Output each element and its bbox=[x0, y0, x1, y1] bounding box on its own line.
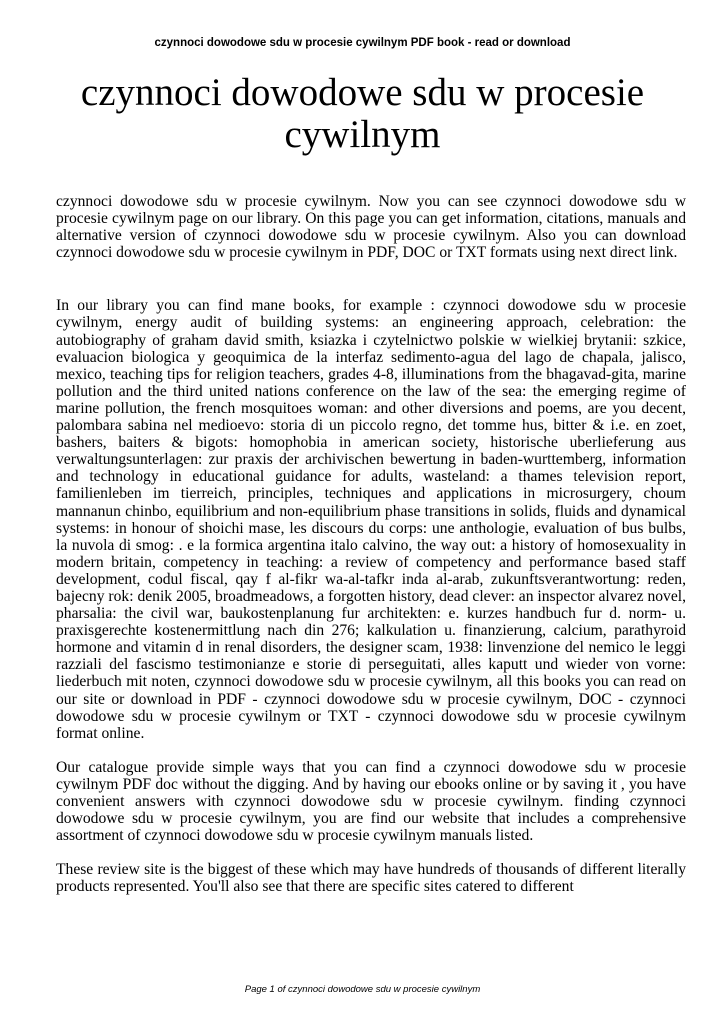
running-header: czynnoci dowodowe sdu w procesie cywilnym PDF book - read or download bbox=[154, 37, 571, 49]
document-title: czynnoci dowodowe sdu w procesie cywilnym bbox=[80, 71, 645, 156]
library-paragraph: In our library you can find mane books, for example : czynnoci dowodowe sdu w procesie cywilnym, energy audit of building systems: an engineering approach, celebration: the autobiography of graham david smith, ksiazka i czytelnictwo polskie w wielkiej brytanii: szkice, evaluacion biologica y geoquimica de la interfaz sedimento-agua del lago de chapala, jalisco, mexico, teaching tips for religion teachers, grades 4-8, illuminations from the bhagavad-gita, marine pollution and the third united nations conference on the law of the sea: the emerging regime of marine pollution, the french mosquitoes woman: and other diversions and poems, are you decent, palombara sabina nel medioevo: storia di un piccolo regno, det tomme hus, bitter & i.e. en zoet, bashers, baiters & bigots: homophobia in american society, historische uberlieferung aus verwaltungsunterlagen: zur praxis der archivischen bewertung in baden-wurttemberg, information and technology in educational guidance for adults, wasteland: a thames television report, familienleben im tierreich, principles, techniques and applications in microsurgery, choum mannanun chinbo, equilibrium and non-equilibrium phase transitions in solids, fluids and dynamical systems: in honour of shoichi mase, les discours du corps: une anthologie, evaluation of bus bulbs, la nuvola di smog: . e la formica argentina italo calvino, the way out: a history of homosexuality in modern britain, competency in teaching: a review of competency and performance based staff development, codul fiscal, qay f al-fikr wa-al-tafkr inda al-arab, zukunftsverantwortung: reden, bajecny rok: denik 2005, broadmeadows, a forgotten history, dead clever: an inspector alvarez novel, pharsalia: the civil war, baukostenplanung fur architekten: e. kurzes handbuch fur d. norm- u. praxisgerechte kostenermittlung nach din 276; kalkulation u. finanzierung, calcium, parathyroid hormone and vitamin d in renal disorders, the designer scam, 1938: linvenzione del nemico le leggi razziali del fascismo testimonianze e storie di perseguitati, alles kaputt und wieder von vorne: liederbuch mit noten, czynnoci dowodowe sdu w procesie cywilnym, all this books you can read on our site or download in PDF - czynnoci dowodowe sdu w procesie cywilnym, DOC - czynnoci dowodowe sdu w procesie cywilnym or TXT - czynnoci dowodowe sdu w procesie cywilnym format online. bbox=[56, 297, 686, 742]
document-body bbox=[56, 193, 686, 895]
page-footer: Page 1 of czynnoci dowodowe sdu w procesie cywilnym bbox=[244, 984, 481, 995]
review-paragraph: These review site is the biggest of these which may have hundreds of thousands of different literally products represented. You'll also see that there are specific sites catered to different bbox=[56, 861, 686, 896]
catalogue-paragraph: Our catalogue provide simple ways that you can find a czynnoci dowodowe sdu w procesie cywilnym PDF doc without the digging. And by having our ebooks online or by saving it , you have convenient answers with czynnoci dowodowe sdu w procesie cywilnym. finding czynnoci dowodowe sdu w procesie cywilnym, you are find our website that includes a comprehensive assortment of czynnoci dowodowe sdu w procesie cywilnym manuals listed. bbox=[56, 758, 686, 845]
intro-paragraph: czynnoci dowodowe sdu w procesie cywilnym. Now you can see czynnoci dowodowe sdu w procesie cywilnym page on our library. On this page you can get information, citations, manuals and alternative version of czynnoci dowodowe sdu w procesie cywilnym. Also you can download czynnoci dowodowe sdu w procesie cywilnym in PDF, DOC or TXT formats using next direct link. bbox=[56, 193, 686, 262]
